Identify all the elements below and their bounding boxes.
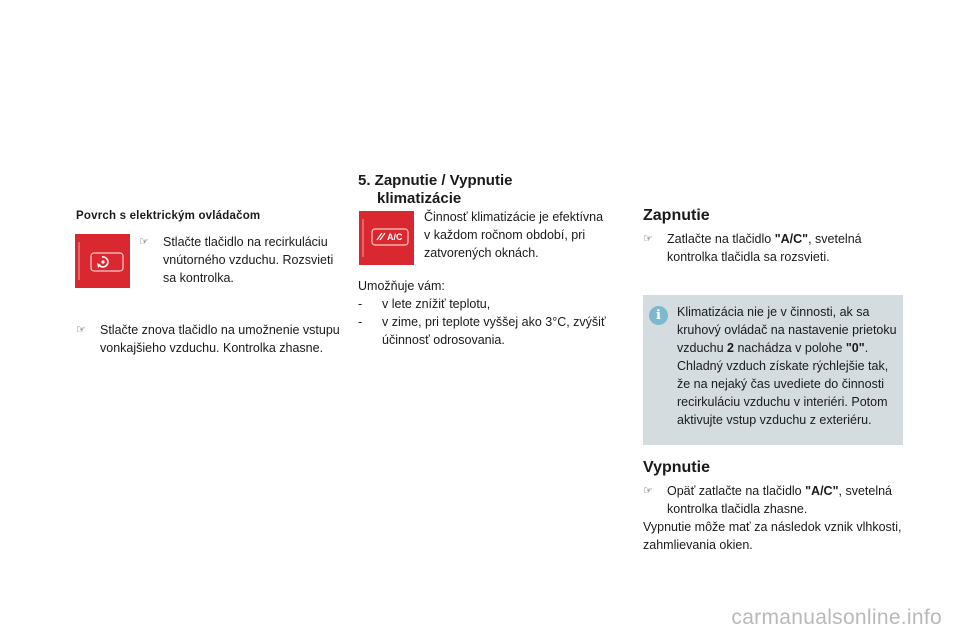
recirculation-icon bbox=[75, 234, 130, 288]
info-key: "0" bbox=[845, 341, 865, 355]
on-heading: Zapnutie bbox=[643, 207, 710, 224]
pointing-finger-icon: ☞ bbox=[139, 236, 149, 248]
on-bullet-text: , svetelná bbox=[808, 232, 862, 246]
left-bullet-1-line: sa kontrolka. bbox=[163, 271, 234, 285]
on-bullet-text: Zatlačte na tlačidlo bbox=[667, 232, 775, 246]
section-title-line1: 5. Zapnutie / Vypnutie bbox=[358, 172, 513, 189]
info-icon: i bbox=[649, 306, 668, 325]
left-bullet-2-line: vonkajšieho vzduchu. Kontrolka zhasne. bbox=[100, 341, 324, 355]
info-text bbox=[677, 303, 901, 429]
left-bullet-2 bbox=[76, 321, 356, 357]
info-text-part: vzduchu bbox=[677, 341, 728, 355]
off-bullet-line1 bbox=[667, 482, 892, 500]
left-bullet-2-line: Stlačte znova tlačidlo na umožnenie vstupu bbox=[100, 323, 340, 337]
ac-button-image bbox=[359, 211, 414, 265]
info-line: recirkuláciu vzduchu v interiéri. Potom bbox=[677, 395, 888, 409]
pointing-finger-icon: ☞ bbox=[643, 233, 653, 245]
list-item bbox=[358, 313, 618, 349]
on-bullet bbox=[643, 230, 913, 266]
on-bullet-line2: kontrolka tlačidla sa rozsvieti. bbox=[667, 250, 830, 264]
info-line: aktivujte vstup vzduchu z exteriéru. bbox=[677, 413, 872, 427]
off-note bbox=[643, 518, 933, 554]
watermark: carmanualsonline.info bbox=[731, 606, 942, 629]
info-line bbox=[677, 339, 901, 357]
info-bold: 2 bbox=[727, 341, 734, 355]
info-line: Klimatizácia nie je v činnosti, ak sa bbox=[677, 305, 870, 319]
ac-intro-line: v každom ročnom období, pri bbox=[424, 228, 586, 242]
off-bullet-line2: kontrolka tlačidla zhasne. bbox=[667, 502, 808, 516]
info-box bbox=[643, 295, 903, 445]
list-dash: - bbox=[358, 297, 363, 311]
list-dash: - bbox=[358, 315, 363, 329]
left-bullet-1-line: Stlačte tlačidlo na recirkuláciu bbox=[163, 235, 328, 249]
off-note-line: zahmlievania okien. bbox=[643, 538, 753, 552]
off-bullet bbox=[643, 482, 913, 518]
info-text-part: nachádza v polohe bbox=[733, 341, 846, 355]
pointing-finger-icon: ☞ bbox=[643, 485, 653, 497]
ac-button-label: A/C bbox=[387, 232, 403, 242]
info-line: kruhový ovládač na nastavenie prietoku bbox=[677, 323, 897, 337]
on-bullet-line1 bbox=[667, 230, 862, 248]
list-item-line: v lete znížiť teplotu, bbox=[382, 297, 491, 311]
enables-label: Umožňuje vám: bbox=[358, 279, 445, 293]
enables-list bbox=[358, 295, 618, 349]
ac-intro-line: zatvorených oknách. bbox=[424, 246, 539, 260]
info-line: Chladný vzduch získate rýchlejšie tak, bbox=[677, 359, 889, 373]
off-heading: Vypnutie bbox=[643, 459, 710, 476]
section-title-line2: klimatizácie bbox=[377, 190, 462, 207]
ac-intro-line: Činnosť klimatizácie je efektívna bbox=[424, 210, 604, 224]
ac-key: "A/C" bbox=[774, 232, 809, 246]
left-bullet-1 bbox=[139, 233, 339, 287]
ac-key: "A/C" bbox=[805, 484, 839, 498]
pointing-finger-icon: ☞ bbox=[76, 324, 86, 336]
left-bullet-1-line: vnútorného vzduchu. Rozsvieti bbox=[163, 253, 334, 267]
off-note-line: Vypnutie môže mať za následok vznik vlhkosti, bbox=[643, 520, 902, 534]
off-bullet-text: , svetelná bbox=[838, 484, 893, 498]
list-item-line: v zime, pri teplote vyššej ako 3°C, zvýšiť bbox=[382, 315, 606, 329]
info-text-part: . bbox=[864, 341, 869, 355]
recirculation-button-image bbox=[75, 234, 130, 288]
info-line: že na nejaký čas uvediete do činnosti bbox=[677, 377, 885, 391]
left-heading: Povrch s elektrickým ovládačom bbox=[76, 210, 261, 222]
ac-intro bbox=[424, 208, 624, 262]
list-item-line: účinnosť odrosovania. bbox=[382, 333, 505, 347]
section-title bbox=[358, 172, 512, 208]
list-item bbox=[358, 295, 618, 313]
off-bullet-text: Opäť zatlačte na tlačidlo bbox=[667, 484, 806, 498]
